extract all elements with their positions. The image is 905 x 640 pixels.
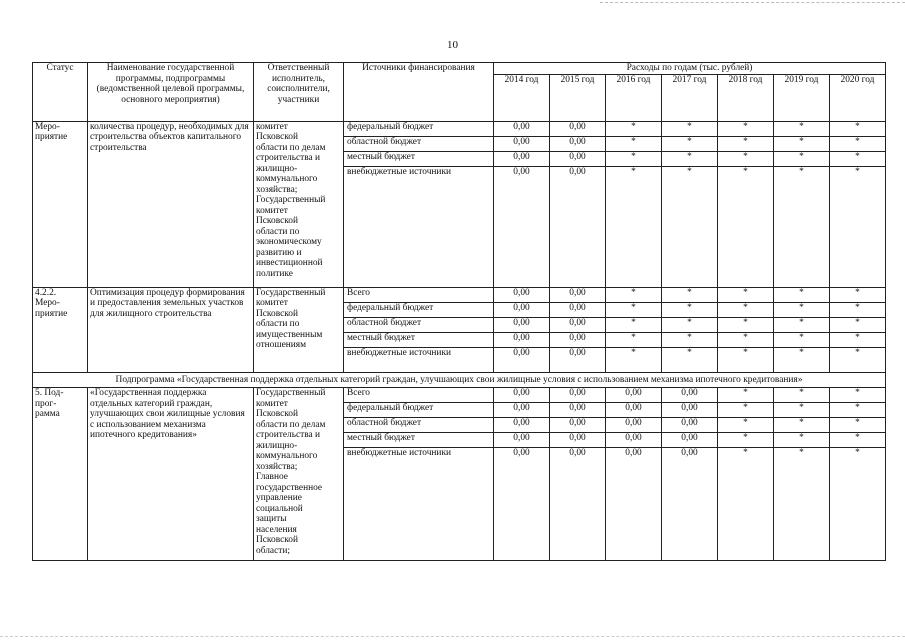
value-cell: 0,00 [550,121,606,136]
value-cell: * [774,121,830,136]
value-cell: * [830,166,886,287]
value-cell: * [606,287,662,302]
value-cell: 0,00 [606,448,662,561]
header-year: 2018 год [718,74,774,121]
value-cell: 0,00 [550,388,606,403]
block1-name: количества процедур, необходимых для строительства объектов капитального строительства [88,121,254,287]
value-cell: * [662,287,718,302]
value-cell: 0,00 [494,418,550,433]
value-cell: * [718,332,774,347]
value-cell: * [830,433,886,448]
header-year: 2016 год [606,74,662,121]
header-status: Статус [33,63,88,122]
value-cell: 0,00 [550,287,606,302]
value-cell: * [606,136,662,151]
value-cell: * [606,347,662,372]
value-cell: 0,00 [550,151,606,166]
value-cell: 0,00 [494,347,550,372]
value-cell: 0,00 [494,151,550,166]
table-row [33,388,886,403]
source-cell: областной бюджет [344,136,494,151]
value-cell: 0,00 [606,403,662,418]
value-cell: * [718,136,774,151]
header-name: Наименование государственной программы, подпрограммы (ведомственной целевой программы, основного мероприятия) [88,63,254,122]
subprogram-row [33,372,886,388]
value-cell: * [774,287,830,302]
block1-status: Меро- приятие [33,121,88,287]
value-cell: * [718,418,774,433]
value-cell: * [606,302,662,317]
value-cell: 0,00 [494,302,550,317]
table-row [33,287,886,302]
block2-executor: Государственный комитет Псковской области по имущественным отношениям [254,287,344,372]
header-year: 2014 год [494,74,550,121]
value-cell: * [718,287,774,302]
scan-edge-bottom [0,636,905,637]
value-cell: * [662,166,718,287]
value-cell: * [830,388,886,403]
value-cell: * [662,136,718,151]
value-cell: * [606,151,662,166]
value-cell: 0,00 [494,136,550,151]
value-cell: 0,00 [662,388,718,403]
value-cell: 0,00 [606,433,662,448]
value-cell: 0,00 [494,317,550,332]
value-cell: * [774,136,830,151]
value-cell: 0,00 [494,448,550,561]
source-cell: внебюджетные источники [344,347,494,372]
value-cell: * [774,317,830,332]
source-cell: областной бюджет [344,317,494,332]
value-cell: * [606,317,662,332]
source-cell: местный бюджет [344,151,494,166]
value-cell: 0,00 [494,403,550,418]
value-cell: * [774,166,830,287]
value-cell: * [830,287,886,302]
value-cell: 0,00 [550,136,606,151]
value-cell: 0,00 [494,388,550,403]
header-year: 2015 год [550,74,606,121]
value-cell: * [774,448,830,561]
header-year: 2020 год [830,74,886,121]
value-cell: * [830,332,886,347]
value-cell: * [718,403,774,418]
source-cell: внебюджетные источники [344,166,494,287]
value-cell: 0,00 [550,347,606,372]
source-cell: Всего [344,287,494,302]
value-cell: * [718,121,774,136]
value-cell: * [830,418,886,433]
value-cell: * [662,302,718,317]
source-cell: местный бюджет [344,332,494,347]
source-cell: федеральный бюджет [344,403,494,418]
value-cell: 0,00 [606,388,662,403]
value-cell: * [774,151,830,166]
value-cell: 0,00 [662,433,718,448]
value-cell: * [718,347,774,372]
source-cell: внебюджетные источники [344,448,494,561]
value-cell: * [718,151,774,166]
page-number: 10 [447,39,458,51]
value-cell: * [718,317,774,332]
value-cell: * [662,347,718,372]
source-cell: федеральный бюджет [344,302,494,317]
header-row [33,63,886,75]
value-cell: * [830,347,886,372]
table-row [33,121,886,136]
source-cell: местный бюджет [344,433,494,448]
value-cell: 0,00 [550,332,606,347]
value-cell: 0,00 [550,302,606,317]
source-cell: федеральный бюджет [344,121,494,136]
value-cell: 0,00 [550,418,606,433]
value-cell: * [774,388,830,403]
value-cell: * [718,388,774,403]
value-cell: 0,00 [662,418,718,433]
value-cell: 0,00 [494,287,550,302]
block2-status: 4.2.2. Меро- приятие [33,287,88,372]
value-cell: * [774,302,830,317]
scan-edge-top [600,2,905,3]
value-cell: * [774,418,830,433]
value-cell: * [774,332,830,347]
value-cell: 0,00 [550,448,606,561]
value-cell: * [830,317,886,332]
value-cell: 0,00 [662,448,718,561]
value-cell: 0,00 [606,418,662,433]
value-cell: * [662,151,718,166]
value-cell: * [606,121,662,136]
value-cell: 0,00 [550,403,606,418]
source-cell: областной бюджет [344,418,494,433]
value-cell: 0,00 [494,121,550,136]
header-year: 2017 год [662,74,718,121]
value-cell: * [718,302,774,317]
value-cell: * [830,151,886,166]
block1-executor: комитет Псковской области по делам строительства и жилищно- коммунального хозяйства; Государственный комитет Псковской области по экономическому развитию и инвестиционной политике [254,121,344,287]
block3-status: 5. Под- прог- рамма [33,388,88,561]
value-cell: * [830,302,886,317]
value-cell: * [774,347,830,372]
header-executor: Ответственный исполнитель, соисполнители, участники [254,63,344,122]
block3-executor: Государственный комитет Псковской области по делам строительства и жилищно- коммунального хозяйства; Главное государственное управление социальной защиты населения Псковской области; [254,388,344,561]
subprogram-title: Подпрограмма «Государственная поддержка отдельных категорий граждан, улучшающих свои жилищные условия с использованием механизма ипотечного кредитования» [33,372,886,388]
value-cell: 0,00 [662,403,718,418]
value-cell: * [774,403,830,418]
value-cell: * [718,166,774,287]
header-sources: Источники финансирования [344,63,494,122]
value-cell: * [830,403,886,418]
value-cell: 0,00 [494,332,550,347]
header-year: 2019 год [774,74,830,121]
source-cell: Всего [344,388,494,403]
value-cell: * [606,332,662,347]
value-cell: * [830,136,886,151]
value-cell: 0,00 [494,433,550,448]
header-expenses: Расходы по годам (тыс. рублей) [494,63,886,75]
value-cell: * [718,448,774,561]
block3-name: «Государственная поддержка отдельных категорий граждан, улучшающих свои жилищные условия с использованием механизма ипотечного кредитования» [88,388,254,561]
value-cell: 0,00 [494,166,550,287]
value-cell: 0,00 [550,433,606,448]
value-cell: * [718,433,774,448]
value-cell: * [662,121,718,136]
value-cell: * [662,332,718,347]
value-cell: * [830,448,886,561]
block2-name: Оптимизация процедур формирования и предоставления земельных участков для жилищного строительства [88,287,254,372]
value-cell: * [662,317,718,332]
budget-table [32,62,886,561]
value-cell: 0,00 [550,317,606,332]
value-cell: * [606,166,662,287]
value-cell: * [830,121,886,136]
value-cell: * [774,433,830,448]
value-cell: 0,00 [550,166,606,287]
